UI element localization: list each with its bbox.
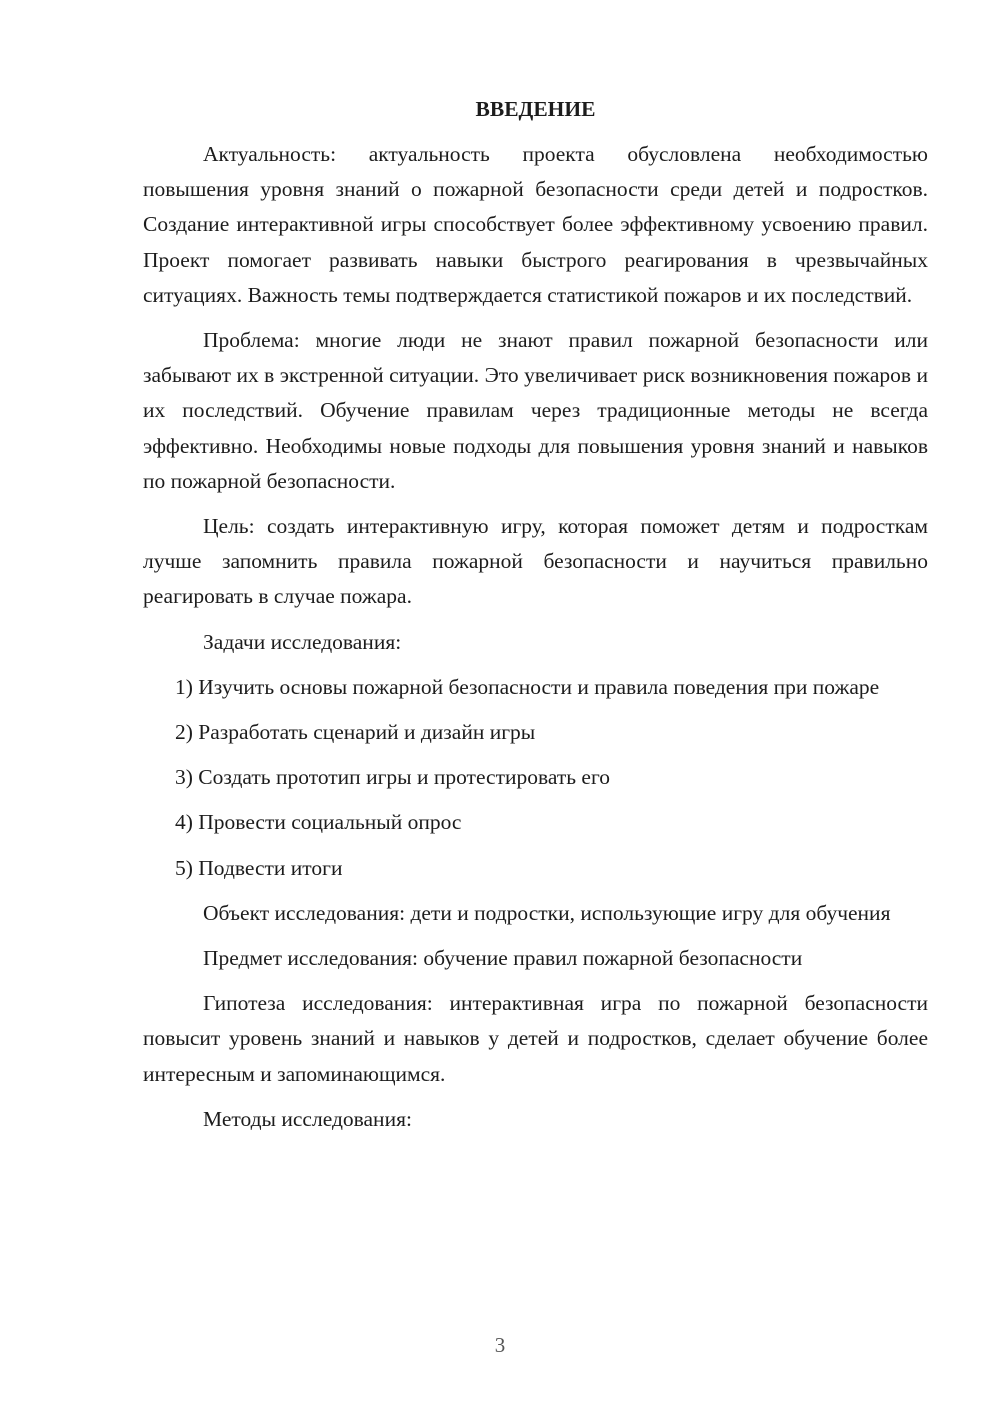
- tasks-title: Задачи исследования:: [203, 629, 402, 654]
- document-page: [143, 92, 928, 1147]
- tasks-list: [143, 670, 928, 886]
- task-item: 2) Разработать сценарий и дизайн игры: [175, 720, 536, 745]
- task-item: 1) Изучить основы пожарной безопасности и правила поведения при пожаре: [175, 674, 880, 699]
- problem-paragraph: Проблема: многие люди не знают правил пожарной безопасности или забывают их в экстренной ситуации. Это увеличивает риск возникновения пожаров и их последствий. Обучение правилам через традиционные методы не всегда эффективно. Необходимы новые подходы для повышения уровня знаний и навыков по пожарной безопасности.: [143, 328, 928, 493]
- section-heading: ВВЕДЕНИЕ: [475, 97, 596, 121]
- hypothesis-paragraph: Гипотеза исследования: интерактивная игра по пожарной безопасности повысит уровень знаний и навыков у детей и подростков, сделает обучение более интересным и запоминающимся.: [143, 991, 928, 1086]
- goal-paragraph: Цель: создать интерактивную игру, которая поможет детям и подросткам лучше запомнить правила пожарной безопасности и научиться правильно реагировать в случае пожара.: [143, 514, 928, 609]
- methods-title: Методы исследования:: [203, 1106, 412, 1131]
- subject-paragraph: Предмет исследования: обучение правил пожарной безопасности: [203, 946, 803, 971]
- task-item: 3) Создать прототип игры и протестировать его: [175, 765, 610, 790]
- relevance-paragraph: Актуальность: актуальность проекта обусловлена необходимостью повышения уровня знаний о пожарной безопасности среди детей и подростков. Создание интерактивной игры способствует более эффективному усвоению правил. Проект помогает развивать навыки быстрого реагирования в чрезвычайных ситуациях. Важность темы подтверждается статистикой пожаров и их последствий.: [143, 142, 928, 307]
- task-item: 5) Подвести итоги: [175, 855, 343, 880]
- task-item: 4) Провести социальный опрос: [175, 810, 462, 835]
- object-paragraph: Объект исследования: дети и подростки, использующие игру для обучения: [203, 900, 891, 925]
- page-number: 3: [494, 1333, 506, 1357]
